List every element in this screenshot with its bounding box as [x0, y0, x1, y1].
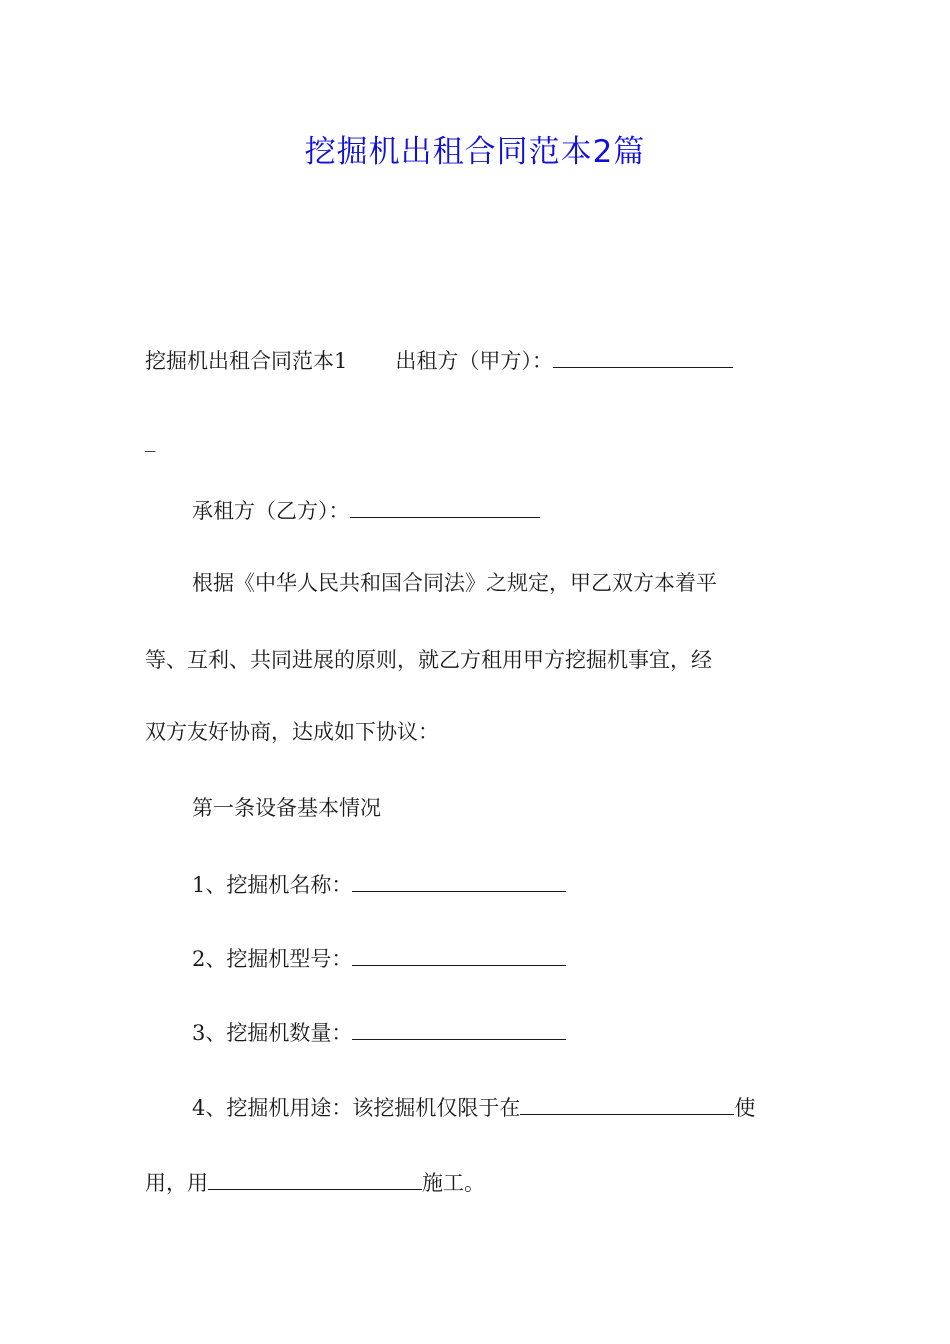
section-heading: 挖掘机出租合同范本1 — [145, 349, 348, 373]
item-purpose-continuation — [145, 1167, 815, 1198]
item-label: 2、挖掘机型号： — [192, 947, 353, 971]
item-blank — [352, 869, 566, 892]
item-name-line — [192, 869, 862, 900]
item-suffix: 使 — [734, 1096, 756, 1120]
lessee-blank — [350, 495, 540, 518]
item-model-line — [192, 943, 862, 974]
item-suffix: 施工。 — [422, 1171, 485, 1195]
lessor-label: 出租方（甲方）： — [395, 349, 553, 373]
item-blank — [352, 943, 566, 966]
item-blank — [520, 1092, 734, 1115]
item-label: 用，用 — [145, 1171, 208, 1195]
item-quantity-line — [192, 1017, 862, 1048]
item-label: 1、挖掘机名称： — [192, 873, 353, 897]
item-blank — [352, 1017, 566, 1040]
article-heading: 第一条设备基本情况 — [192, 796, 381, 820]
document-title: 挖掘机出租合同范本2篇 — [304, 134, 646, 170]
paragraph-line: 等、互利、共同进展的原则，就乙方租用甲方挖掘机事宜，经 — [145, 648, 712, 672]
item-purpose-line — [192, 1092, 862, 1123]
lessor-tail: _ — [145, 428, 156, 452]
lessee-label: 承租方（乙方）： — [192, 499, 350, 523]
lessor-line — [145, 345, 815, 376]
paragraph-line: 根据《中华人民共和国合同法》之规定，甲乙双方本着平 — [192, 571, 717, 595]
item-label: 4、挖掘机用途：该挖掘机仅限于在 — [192, 1096, 521, 1120]
item-label: 3、挖掘机数量： — [192, 1021, 353, 1045]
lessor-continuation — [145, 425, 815, 455]
item-blank — [208, 1167, 422, 1190]
lessor-blank — [553, 345, 733, 368]
paragraph-line: 双方友好协商，达成如下协议： — [145, 720, 439, 744]
lessee-line — [192, 495, 862, 526]
